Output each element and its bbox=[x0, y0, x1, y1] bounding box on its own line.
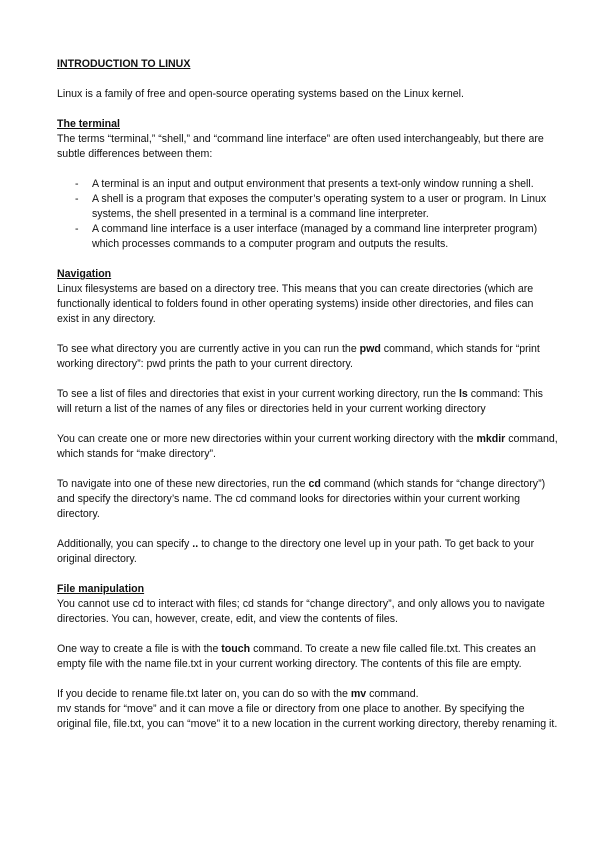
parent-dir-paragraph bbox=[57, 537, 558, 567]
text: To see what directory you are currently active in you can run the bbox=[57, 343, 360, 355]
list-item: - A shell is a program that exposes the computer’s operating system to a user or program. In Linux systems, the shell presented in a terminal is a command line interpreter. bbox=[57, 192, 558, 222]
text: One way to create a file is with the bbox=[57, 643, 222, 655]
text: command: This will return a list of the names of any files or directories held in your current working directory bbox=[57, 388, 543, 415]
text: You can create one or more new directories within your current working directory with the bbox=[57, 433, 477, 445]
text: command, which stands for “print working directory”: pwd prints the path to your current directory. bbox=[57, 343, 540, 370]
text: If you decide to rename file.txt later on, you can do so with the bbox=[57, 688, 351, 700]
command-dotdot: .. bbox=[192, 538, 199, 550]
text: command. To create a new file called file.txt. This creates an empty file with the name file.txt in your current working directory. The contents of this file are empty. bbox=[57, 643, 536, 670]
command-ls: ls bbox=[458, 388, 468, 400]
mkdir-paragraph bbox=[57, 432, 558, 462]
section-heading-navigation: Navigation bbox=[57, 268, 112, 280]
intro-paragraph: Linux is a family of free and open-source operating systems based on the Linux kernel. bbox=[57, 88, 464, 100]
text: command, which stands for “make directory”. bbox=[57, 433, 558, 460]
pwd-paragraph bbox=[57, 342, 558, 372]
text: To navigate into one of these new directories, run the bbox=[57, 478, 309, 490]
command-cd: cd bbox=[308, 478, 321, 490]
cd-paragraph bbox=[57, 477, 558, 522]
mv-explanation-paragraph: mv stands for “move” and it can move a file or directory from one place to another. By specifying the original file, file.txt, you can “move” it to a new location in the current working directory, thereby renaming it. bbox=[57, 703, 558, 730]
command-touch: touch bbox=[221, 643, 251, 655]
command-mkdir: mkdir bbox=[476, 433, 506, 445]
command-pwd: pwd bbox=[359, 343, 381, 355]
list-item: - A terminal is an input and output environment that presents a text-only window running a shell. bbox=[57, 177, 558, 192]
section-heading-terminal: The terminal bbox=[57, 118, 120, 130]
terminal-list bbox=[57, 177, 558, 252]
command-mv: mv bbox=[350, 688, 367, 700]
document-title: INTRODUCTION TO LINUX bbox=[57, 58, 191, 70]
text: To see a list of files and directories that exist in your current working directory, run the bbox=[57, 388, 459, 400]
text: command. bbox=[366, 688, 419, 700]
terminal-paragraph: The terms “terminal,” “shell,” and “command line interface” are often used interchangeably, but there are subtle differences between them: bbox=[57, 133, 544, 160]
text: Additionally, you can specify bbox=[57, 538, 193, 550]
section-heading-file-manipulation: File manipulation bbox=[57, 583, 145, 595]
touch-paragraph bbox=[57, 642, 558, 672]
mv-paragraph bbox=[57, 687, 558, 702]
ls-paragraph bbox=[57, 387, 558, 417]
file-manipulation-paragraph: You cannot use cd to interact with files; cd stands for “change directory”, and only allows you to navigate directories. You can, however, create, edit, and view the contents of files. bbox=[57, 598, 545, 625]
text: to change to the directory one level up in your path. To get back to your original directory. bbox=[57, 538, 535, 565]
list-item: - A command line interface is a user interface (managed by a command line interpreter program) which processes commands to a computer program and outputs the results. bbox=[57, 222, 558, 252]
text: command (which stands for “change directory”) and specify the directory’s name. The cd command looks for directories within your current working directory. bbox=[57, 478, 546, 520]
navigation-paragraph: Linux filesystems are based on a directory tree. This means that you can create directories (which are functionally identical to folders found in other operating systems) inside other directories, and files can exist in any directory. bbox=[57, 283, 534, 325]
